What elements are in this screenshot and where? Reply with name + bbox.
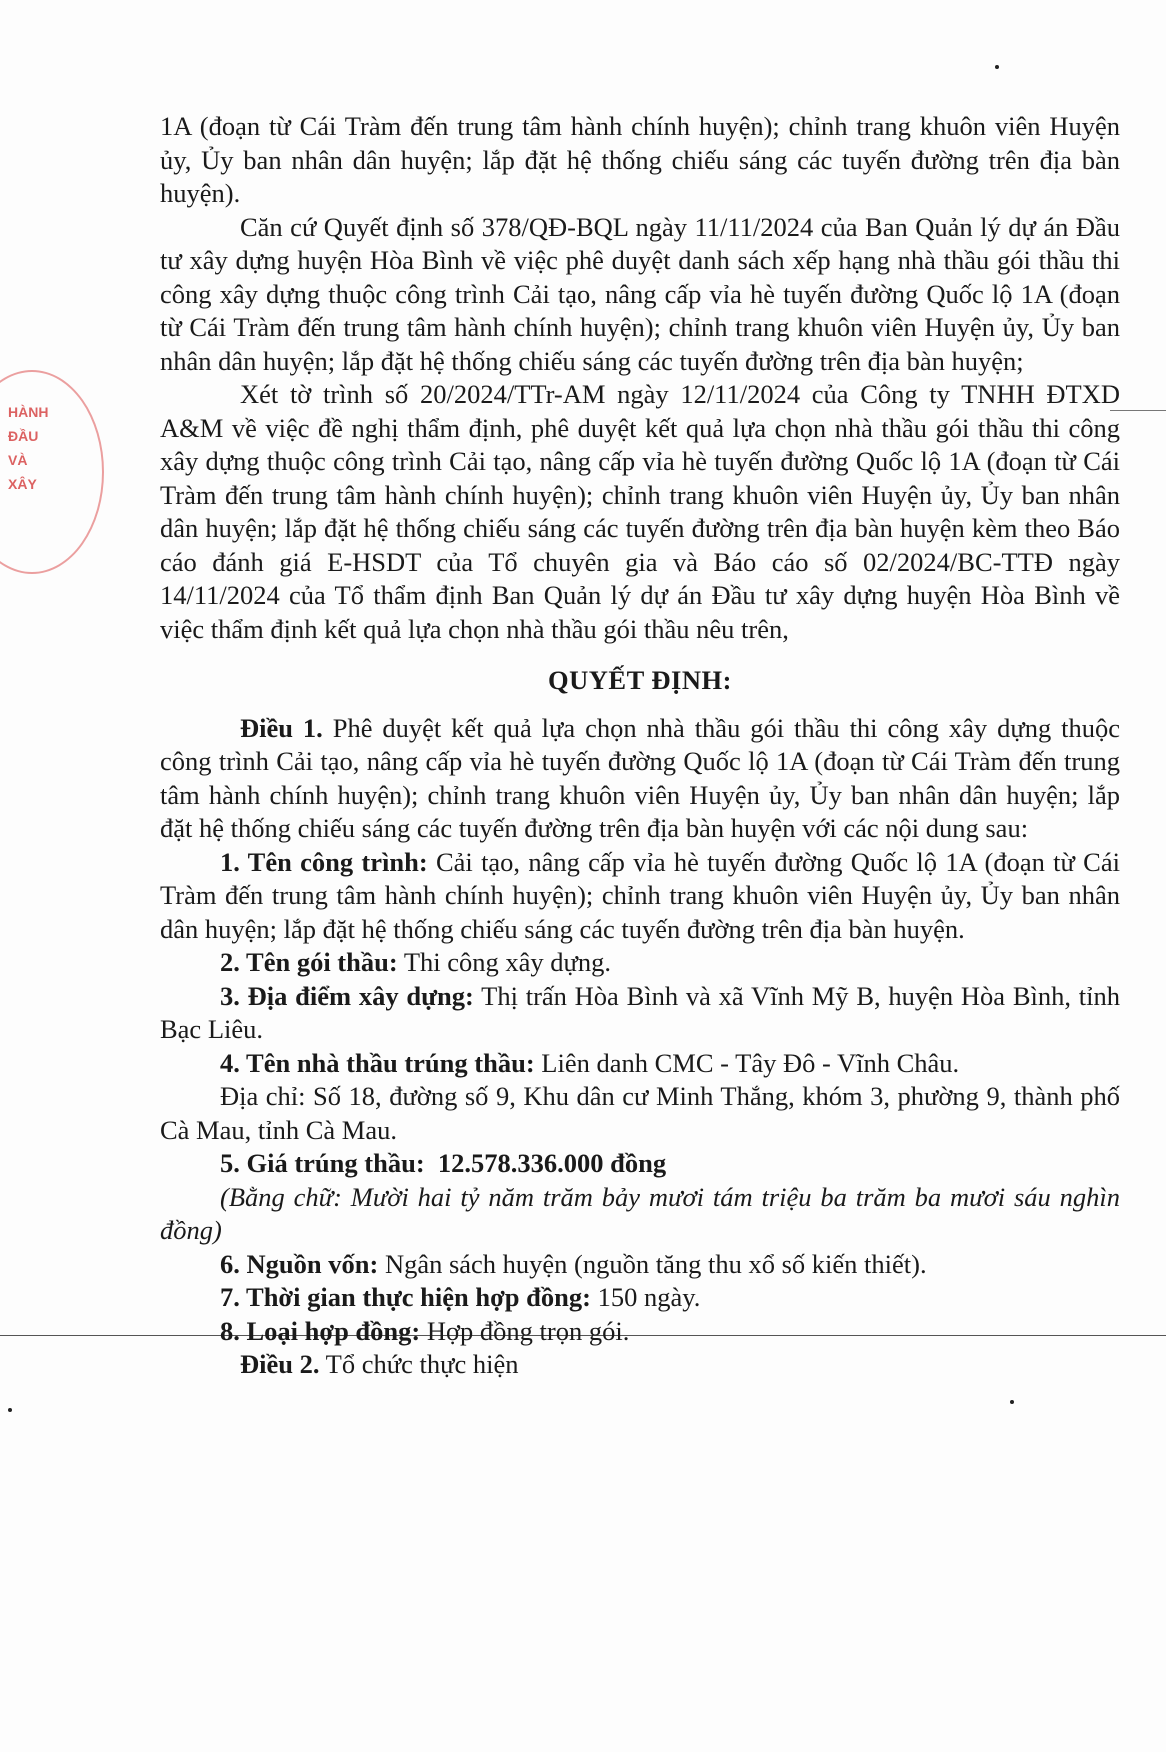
item-7: 7. Thời gian thực hiện hợp đồng: 150 ngày.: [220, 1282, 701, 1312]
price-in-words: (Bằng chữ: Mười hai tỷ năm trăm bảy mươi tám triệu ba trăm ba mươi sáu nghìn đồng): [160, 1181, 1120, 1245]
item-3: 3. Địa điểm xây dựng: Thị trấn Hòa Bình và xã Vĩnh Mỹ B, huyện Hòa Bình, tỉnh Bạc Liêu.: [160, 980, 1120, 1044]
item-1: 1. Tên công trình: Cải tạo, nâng cấp vỉa hè tuyến đường Quốc lộ 1A (đoạn từ Cái Tràm đến trung tâm hành chính huyện); chỉnh trang khuôn viên Huyện ủy, Ủy ban nhân dân huyện; lắp đặt hệ thống chiếu sáng các tuyến đường trên địa bàn huyện.: [160, 846, 1120, 944]
price-value: 12.578.336.000 đồng: [437, 1148, 667, 1178]
item-4: 4. Tên nhà thầu trúng thầu: Liên danh CMC - Tây Đô - Vĩnh Châu.: [220, 1047, 960, 1078]
item-6: 6. Nguồn vốn: Ngân sách huyện (nguồn tăng thu xổ số kiến thiết).: [220, 1248, 927, 1279]
scan-speck: [8, 1408, 12, 1412]
article-1-text: Phê duyệt kết quả lựa chọn nhà thầu gói thầu thi công xây dựng thuộc công trình Cải tạo, nâng cấp vỉa hè tuyến đường Quốc lộ 1A (đoạn từ Cái Tràm đến trung tâm hành chính huyện); chỉnh trang khuôn viên Huyện ủy, Ủy ban nhân dân huyện; lắp đặt hệ thống chiếu sáng các tuyến đường trên địa bàn huyện với các nội dung sau:: [160, 712, 1120, 843]
document-body: [160, 110, 1120, 1382]
paragraph-consideration: Xét tờ trình số 20/2024/TTr-AM ngày 12/11/2024 của Công ty TNHH ĐTXD A&M về việc đề nghị thẩm định, phê duyệt kết quả lựa chọn nhà thầu gói thầu thi công xây dựng thuộc công trình Cải tạo, nâng cấp vỉa hè tuyến đường Quốc lộ 1A (đoạn từ Cái Tràm đến trung tâm hành chính huyện); chỉnh trang khuôn viên Huyện ủy, Ủy ban nhân dân huyện; lắp đặt hệ thống chiếu sáng các tuyến đường trên địa bàn huyện kèm theo Báo cáo đánh giá E-HSDT của Tổ chuyên gia và Báo cáo số 02/2024/BC-TTĐ ngày 14/11/2024 của Tổ thẩm định Ban Quản lý dự án Đầu tư xây dựng huyện Hòa Bình về việc thẩm định kết quả lựa chọn nhà thầu gói thầu nêu trên,: [160, 379, 1120, 644]
article-2: Điều 2. Tổ chức thực hiện: [240, 1349, 519, 1379]
scan-speck: [995, 65, 999, 69]
paragraph-legal-basis: Căn cứ Quyết định số 378/QĐ-BQL ngày 11/11/2024 của Ban Quản lý dự án Đầu tư xây dựng huyện Hòa Bình về việc phê duyệt danh sách xếp hạng nhà thầu gói thầu thi công xây dựng thuộc công trình Cải tạo, nâng cấp vỉa hè tuyến đường Quốc lộ 1A (đoạn từ Cái Tràm đến trung tâm hành chính huyện); chỉnh trang khuôn viên Huyện ủy, Ủy ban nhân dân huyện; lắp đặt hệ thống chiếu sáng các tuyến đường trên địa bàn huyện;: [160, 211, 1120, 376]
decision-heading: QUYẾT ĐỊNH:: [548, 665, 732, 695]
article-1-label: Điều 1.: [240, 712, 323, 743]
contractor-address: Địa chỉ: Số 18, đường số 9, Khu dân cư Minh Thắng, khóm 3, phường 9, thành phố Cà Mau, tỉnh Cà Mau.: [160, 1081, 1120, 1145]
article-1: [160, 712, 1120, 846]
item-2: 2. Tên gói thầu: Thi công xây dựng.: [220, 947, 612, 977]
seal-text: HÀNH ĐẦU VÀ XÂY: [8, 404, 49, 492]
item-5-price: 5. Giá trúng thầu: 12.578.336.000 đồng: [220, 1148, 667, 1178]
paragraph-continuation: 1A (đoạn từ Cái Tràm đến trung tâm hành chính huyện); chỉnh trang khuôn viên Huyện ủy, Ủy ban nhân dân huyện; lắp đặt hệ thống chiếu sáng các tuyến đường trên địa bàn huyện).: [160, 111, 1120, 208]
item-8: 8. Loại hợp đồng: Hợp đồng trọn gói.: [220, 1315, 630, 1346]
scan-speck: [1010, 1400, 1014, 1404]
